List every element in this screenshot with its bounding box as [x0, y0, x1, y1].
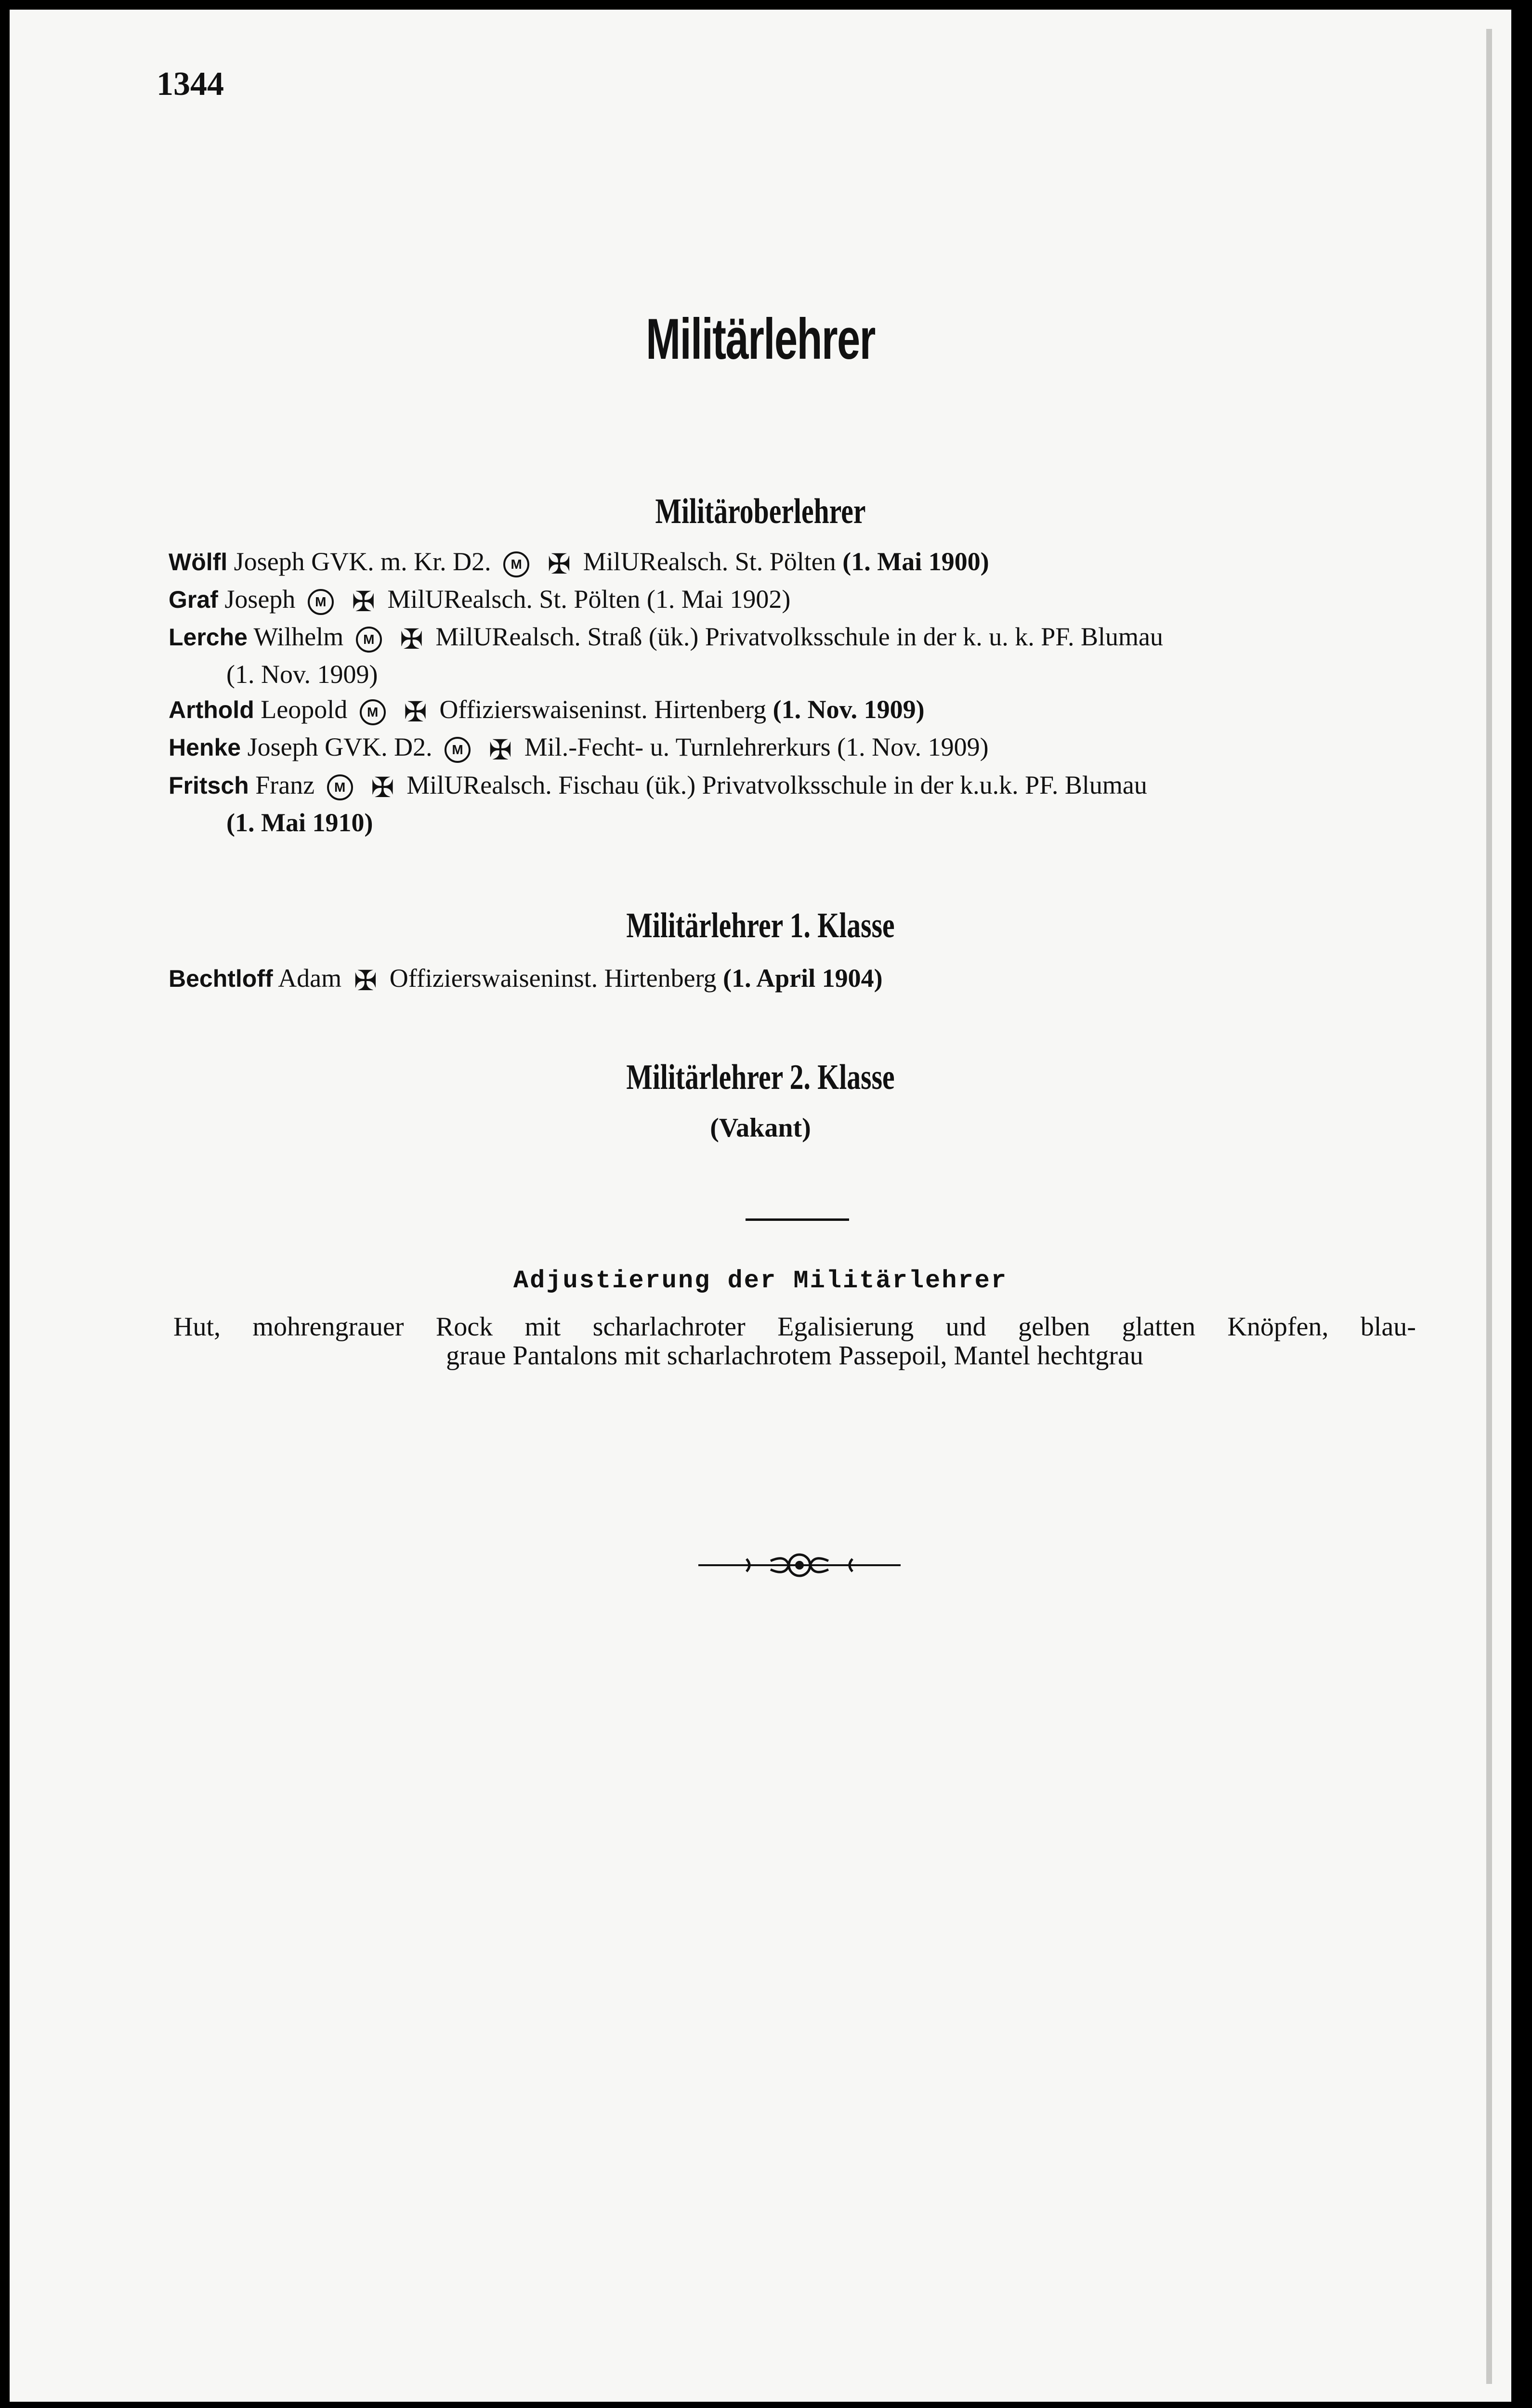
- entry-surname: Graf: [169, 586, 218, 614]
- entry-surname: Lerche: [169, 624, 248, 651]
- list-item: [169, 544, 1416, 582]
- entry-details: Joseph GVK. m. Kr. D2.: [234, 547, 491, 576]
- entry-date: (1. Mai 1902): [646, 585, 791, 614]
- list-item: [169, 768, 1416, 805]
- entry-details: Joseph: [224, 585, 296, 614]
- page-title: Militärlehrer: [646, 307, 875, 371]
- cross-icon: ✠: [400, 624, 423, 655]
- entry-date: (1. Mai 1910): [226, 808, 373, 837]
- entry-school: MilURealsch. St. Pölten: [583, 547, 836, 576]
- medal-icon: M: [308, 589, 334, 615]
- entry-surname: Wölfl: [169, 549, 228, 576]
- entry-school: Offizierswaiseninst. Hirtenberg: [389, 964, 717, 993]
- oberlehrer-list: [169, 544, 1416, 840]
- entry-surname: Bechtloff: [169, 965, 273, 992]
- list-item-continuation: [169, 657, 1416, 692]
- entry-date: (1. Mai 1900): [842, 547, 989, 576]
- uniform-line-1: Hut, mohrengrauer Rock mit scharlachroter Egalisierung und gelben glatten Knöpfen, blau-: [173, 1312, 1416, 1342]
- cross-icon: ✠: [371, 772, 394, 803]
- divider: [746, 1218, 849, 1221]
- entry-details: Joseph GVK. D2.: [247, 733, 432, 762]
- entry-surname: Fritsch: [169, 772, 249, 799]
- entry-details: Franz: [255, 770, 315, 799]
- uniform-line-2: graue Pantalons mit scharlachrotem Passepoil, Mantel hechtgrau: [446, 1341, 1143, 1371]
- entry-details: Leopold: [261, 695, 348, 724]
- entry-school: Mil.-Fecht- u. Turnlehrerkurs: [524, 733, 831, 762]
- medal-icon: M: [327, 774, 353, 800]
- uniform-heading: Adjustierung der Militärlehrer: [513, 1267, 1008, 1295]
- ornament-divider-icon: [698, 1548, 901, 1584]
- section-heading-klasse1: Militärlehrer 1. Klasse: [626, 906, 895, 945]
- section-heading-oberlehrer: Militäroberlehrer: [655, 492, 866, 531]
- medal-icon: M: [503, 551, 529, 577]
- entry-surname: Henke: [169, 734, 241, 761]
- entry-date: (1. April 1904): [723, 964, 883, 993]
- entry-school: Offizierswaiseninst. Hirtenberg: [439, 695, 767, 724]
- cross-icon: ✠: [488, 734, 512, 766]
- cross-icon: ✠: [404, 696, 427, 728]
- cross-icon: ✠: [354, 965, 378, 997]
- section-heading-klasse2: Militärlehrer 2. Klasse: [626, 1058, 895, 1097]
- list-item-continuation: [169, 805, 1416, 840]
- entry-surname: Arthold: [169, 696, 254, 724]
- entry-date: (1. Nov. 1909): [226, 660, 378, 689]
- entry-details: Wilhelm: [253, 622, 344, 652]
- entry-school: MilURealsch. Fischau (ük.) Privatvolksschule in der k.u.k. PF. Blumau: [406, 770, 1147, 799]
- list-item: [169, 619, 1416, 657]
- entry-details: Adam: [278, 964, 342, 993]
- list-item: [169, 961, 1416, 998]
- entry-date: (1. Nov. 1909): [773, 695, 925, 724]
- entry-date: (1. Nov. 1909): [837, 733, 989, 762]
- vacancy-note: (Vakant): [710, 1113, 811, 1143]
- klasse1-list: [169, 961, 1416, 998]
- entry-school: MilURealsch. Straß (ük.) Privatvolksschule in der k. u. k. PF. Blumau: [435, 622, 1163, 652]
- list-item: [169, 730, 1416, 767]
- uniform-description: [173, 1312, 1416, 1370]
- list-item: [169, 692, 1416, 730]
- cross-icon: ✠: [547, 549, 571, 580]
- medal-icon: M: [356, 627, 382, 653]
- medal-icon: M: [445, 737, 471, 763]
- document-page: [10, 10, 1511, 2402]
- page-fold-shadow: [1486, 29, 1492, 2384]
- medal-icon: M: [360, 699, 386, 725]
- page-number: 1344: [157, 65, 224, 103]
- entry-school: MilURealsch. St. Pölten: [387, 585, 641, 614]
- cross-icon: ✠: [352, 586, 375, 618]
- list-item: [169, 582, 1416, 619]
